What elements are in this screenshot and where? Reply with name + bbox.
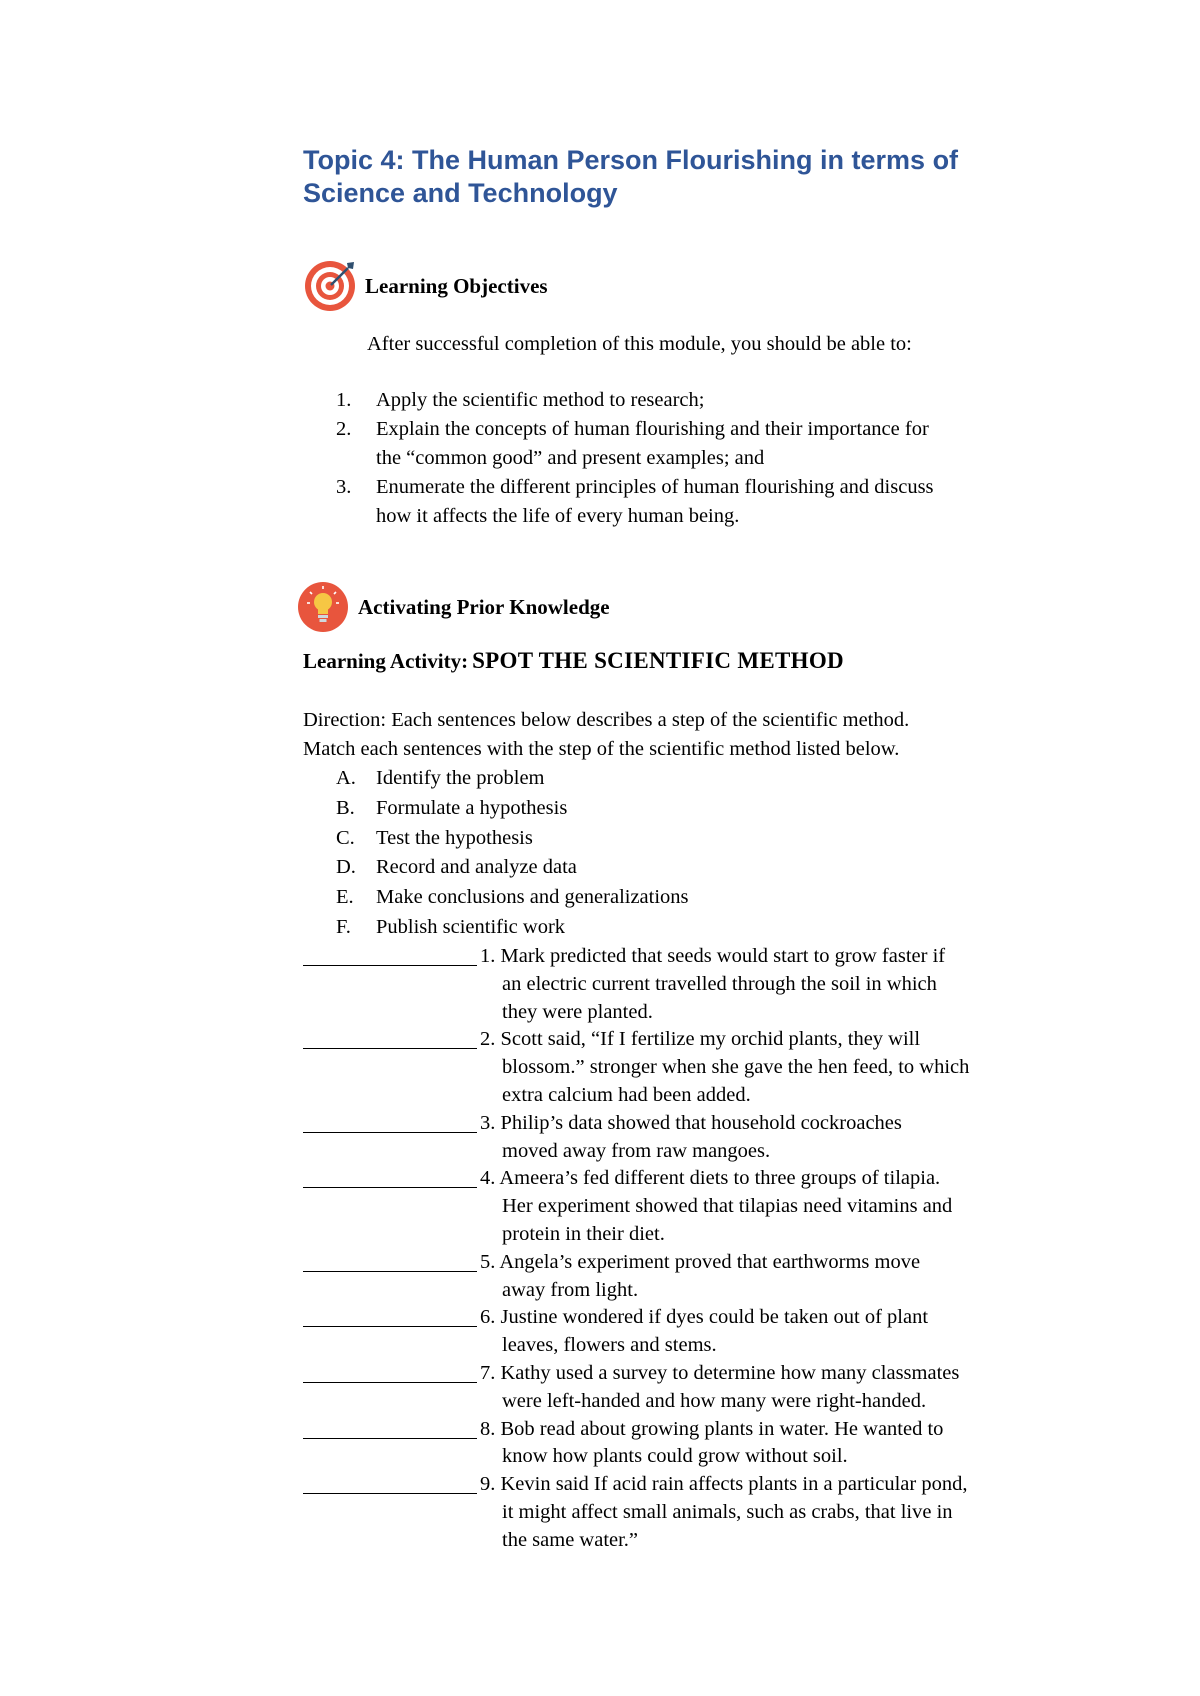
topic-title-line-1: Topic 4: The Human Person Flourishing in terms of <box>303 145 959 175</box>
activity-item: 4. Ameera’s fed different diets to three groups of tilapia. Her experiment showed that tilapias need vitamins and protein in their diet. <box>303 1165 1063 1248</box>
activity-items <box>303 943 1063 1555</box>
list-item: C. Test the hypothesis <box>336 826 533 849</box>
activity-item: 8. Bob read about growing plants in water. He wanted to know how plants could grow without soil. <box>303 1416 1063 1472</box>
learning-objectives-heading <box>303 259 548 313</box>
activity-item: 6. Justine wondered if dyes could be taken out of plant leaves, flowers and stems. <box>303 1304 1063 1360</box>
answer-blank[interactable] <box>303 1026 477 1049</box>
prior-knowledge-label: Activating Prior Knowledge <box>358 594 610 619</box>
list-item: 1. Apply the scientific method to research; <box>336 389 705 411</box>
answer-blank[interactable] <box>303 1110 477 1133</box>
lightbulb-icon <box>296 580 350 634</box>
list-item: B. Formulate a hypothesis <box>336 796 568 819</box>
list-item: 2. Explain the concepts of human flourishing and their importance for the “common good” and present examples; and <box>336 418 929 469</box>
topic-title <box>303 144 1063 210</box>
activity-item: 1. Mark predicted that seeds would start to grow faster if an electric current travelled through the soil in which they were planted. <box>303 943 1063 1026</box>
list-item: A. Identify the problem <box>336 767 545 789</box>
learning-activity-title: Learning Activity: SPOT THE SCIENTIFIC METHOD <box>303 648 844 673</box>
activity-item: 2. Scott said, “If I fertilize my orchid plants, they will blossom.” stronger when she gave the hen feed, to which extra calcium had been added. <box>303 1026 1063 1109</box>
learning-objectives-label: Learning Objectives <box>365 273 548 298</box>
list-item: 3. Enumerate the different principles of human flourishing and discuss how it affects the life of every human being. <box>336 476 934 527</box>
answer-blank[interactable] <box>303 1416 477 1439</box>
activity-item: 7. Kathy used a survey to determine how many classmates were left-handed and how many were right-handed. <box>303 1360 1063 1416</box>
scientific-method-steps <box>336 764 689 943</box>
list-item: E. Make conclusions and generalizations <box>336 886 689 909</box>
objectives-intro: After successful completion of this module, you should be able to: <box>367 333 912 355</box>
answer-blank[interactable] <box>303 1471 477 1494</box>
activity-item: 9. Kevin said If acid rain affects plants in a particular pond, it might affect small animals, such as crabs, that live in the same water.” <box>303 1471 1063 1554</box>
answer-blank[interactable] <box>303 1165 477 1188</box>
prior-knowledge-heading <box>296 580 610 634</box>
answer-blank[interactable] <box>303 943 477 966</box>
activity-direction: Direction: Each sentences below describes a step of the scientific method. Match each sentences with the step of the scientific method listed below. <box>303 709 910 760</box>
answer-blank[interactable] <box>303 1304 477 1327</box>
answer-blank[interactable] <box>303 1360 477 1383</box>
list-item: F. Publish scientific work <box>336 915 566 938</box>
activity-item: 3. Philip’s data showed that household cockroaches moved away from raw mangoes. <box>303 1110 1063 1166</box>
topic-title-line-2: Science and Technology <box>303 178 618 208</box>
activity-item: 5. Angela’s experiment proved that earthworms move away from light. <box>303 1249 1063 1305</box>
answer-blank[interactable] <box>303 1249 477 1272</box>
target-icon <box>303 259 357 313</box>
objectives-list <box>336 386 1056 531</box>
list-item: D. Record and analyze data <box>336 856 577 879</box>
